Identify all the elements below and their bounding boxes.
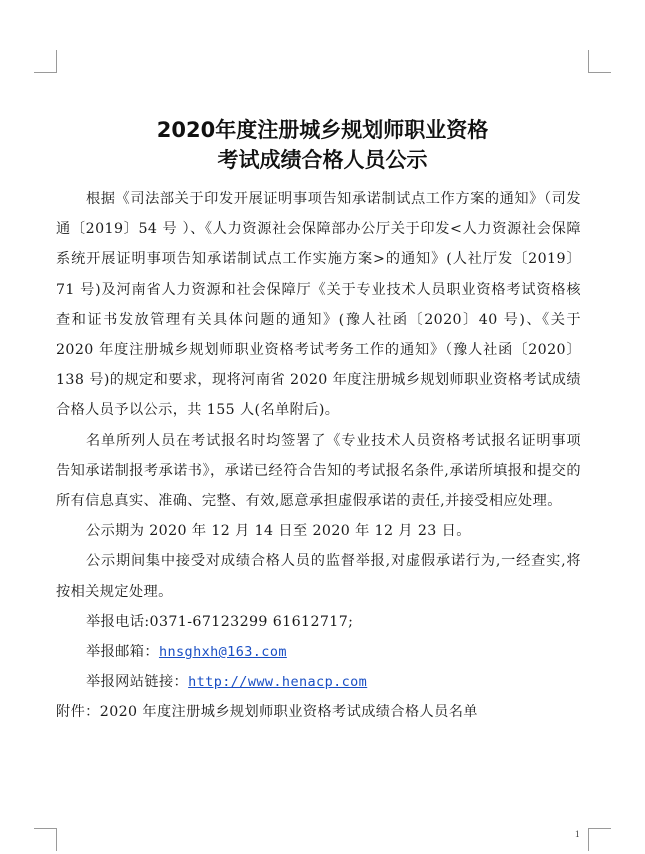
report-phone-label: 举报电话: <box>86 613 150 630</box>
crop-mark-top-right <box>588 50 611 73</box>
document-title-line1: 2020年度注册城乡规划师职业资格 <box>156 118 489 142</box>
crop-mark-bottom-right <box>588 828 611 851</box>
report-website-label: 举报网站链接： <box>86 674 189 691</box>
report-email-line <box>56 637 581 667</box>
paragraph-commitment: 名单所列人员在考试报名时均签署了《专业技术人员资格考试报名证明事项告知承诺制报考承诺书》，承诺已经符合告知的考试报名条件,承诺所填报和提交的所有信息真实、准确、完整、有效,愿意承担虚假承诺的责任,并接受相应处理。 <box>56 432 581 510</box>
report-phone-value: 0371-67123299 61612717; <box>149 613 354 630</box>
report-website-line <box>56 667 581 697</box>
document-title-line2: 考试成绩合格人员公示 <box>217 148 428 172</box>
paragraph-legal-basis: 根据《司法部关于印发开展证明事项告知承诺制试点工作方案的通知》（司发通〔2019〕54 号 ）、《人力资源社会保障部办公厅关于印发<人力资源社会保障系统开展证明事项告知承诺制试点工作实施方案>的通知》(人社厅发〔2019〕71 号)及河南省人力资源和社会保障厅《关于专业技术人员职业资格考试资格核查和证书发放管理有关具体问题的通知》(豫人社函〔2020〕40 号)、《关于 2020 年度注册城乡规划师职业资格考试考务工作的通知》（豫人社函〔2020〕138 号)的规定和要求，现将河南省 2020 年度注册城乡规划师职业资格考试成绩合格人员予以公示，共 155 人(名单附后)。 <box>56 191 581 419</box>
paragraph-supervision: 公示期间集中接受对成绩合格人员的监督举报,对虚假承诺行为,一经查实,将按相关规定处理。 <box>56 553 581 600</box>
paragraph-publicity-period: 公示期为 2020 年 12 月 14 日至 2020 年 12 月 23 日。 <box>86 523 471 540</box>
crop-mark-bottom-left <box>34 828 57 851</box>
report-phone-line <box>56 607 581 637</box>
crop-mark-top-left <box>34 50 57 73</box>
report-email-label: 举报邮箱： <box>86 644 159 661</box>
attachment-line: 附件：2020 年度注册城乡规划师职业资格考试成绩合格人员名单 <box>56 704 478 721</box>
report-website-link[interactable]: http://www.henacp.com <box>188 674 368 691</box>
page-number: 1 <box>575 829 580 839</box>
report-email-link[interactable]: hnsghxh@163.com <box>158 644 287 661</box>
document-body <box>56 184 581 728</box>
